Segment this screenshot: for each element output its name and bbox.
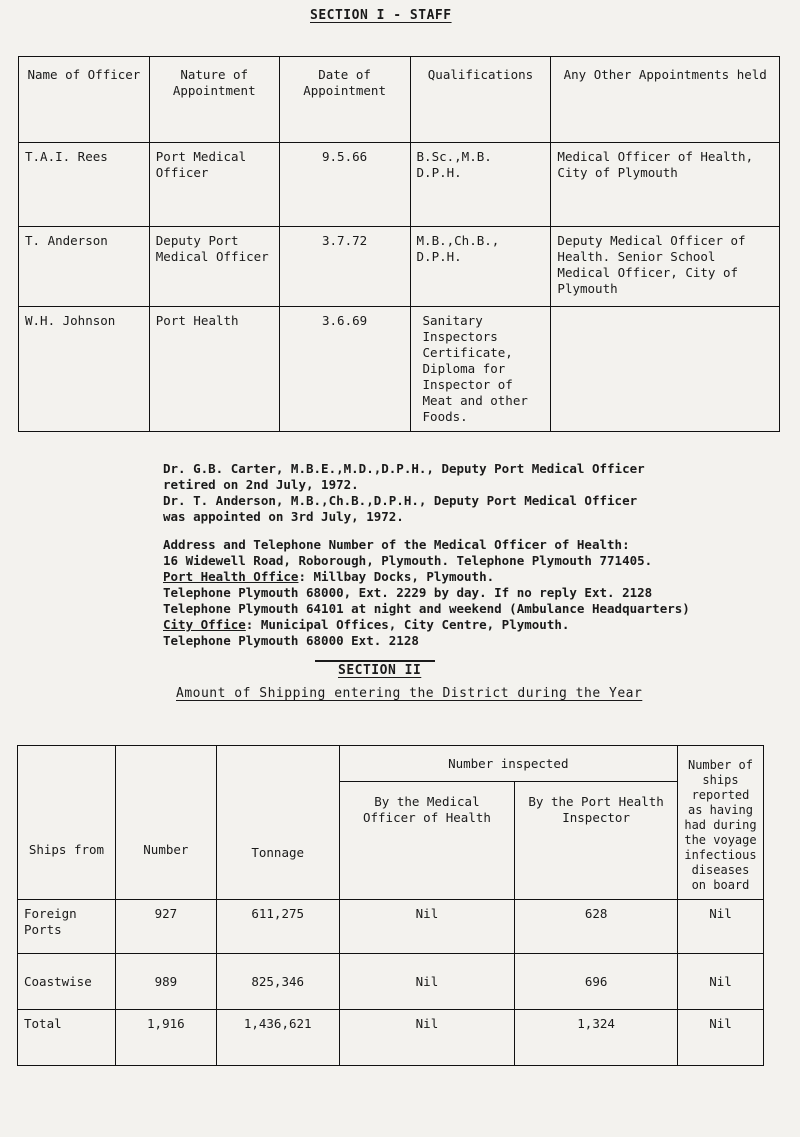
note-line: was appointed on 3rd July, 1972. bbox=[163, 509, 404, 524]
appointment-nature: Deputy Port Medical Officer bbox=[149, 227, 279, 307]
table-row bbox=[18, 954, 764, 1010]
ships-from: Coastwise bbox=[18, 954, 116, 1010]
appointment-date: 9.5.66 bbox=[279, 143, 410, 227]
header-date-of-appointment: Date of Appointment bbox=[279, 57, 410, 143]
header-tonnage: Tonnage bbox=[216, 746, 339, 900]
inspected-by-phi: 1,324 bbox=[515, 1010, 678, 1066]
other-appointments: Medical Officer of Health, City of Plymouth bbox=[551, 143, 780, 227]
city-office-text: : Municipal Offices, City Centre, Plymouth. bbox=[245, 617, 570, 632]
ships-from: Total bbox=[18, 1010, 116, 1066]
header-other-appointments: Any Other Appointments held bbox=[551, 57, 780, 143]
ship-tonnage: 611,275 bbox=[216, 900, 339, 954]
shipping-table bbox=[17, 745, 764, 1066]
port-health-office-label: Port Health Office bbox=[163, 569, 299, 584]
qualifications: B.Sc.,M.B. D.P.H. bbox=[410, 143, 551, 227]
address-line: Address and Telephone Number of the Medical Officer of Health: bbox=[163, 537, 630, 552]
note-line: Dr. G.B. Carter, M.B.E.,M.D.,D.P.H., Deputy Port Medical Officer bbox=[163, 461, 645, 476]
table-row bbox=[18, 900, 764, 954]
section-2-subtitle: Amount of Shipping entering the District during the Year bbox=[176, 686, 643, 701]
header-ships-reported: Number of ships reported as having had during the voyage infectious diseases on board bbox=[677, 746, 763, 900]
port-health-office-text: : Millbay Docks, Plymouth. bbox=[298, 569, 495, 584]
address-line: Telephone Plymouth 68000 Ext. 2128 bbox=[163, 633, 419, 648]
ships-from: Foreign Ports bbox=[18, 900, 116, 954]
header-by-medical-officer: By the Medical Officer of Health bbox=[339, 782, 515, 900]
ship-tonnage: 1,436,621 bbox=[216, 1010, 339, 1066]
notes-block bbox=[163, 461, 645, 525]
officer-name: W.H. Johnson bbox=[19, 307, 150, 432]
table-row bbox=[18, 1010, 764, 1066]
table-row bbox=[19, 227, 780, 307]
header-number: Number bbox=[115, 746, 216, 900]
officer-name: T.A.I. Rees bbox=[19, 143, 150, 227]
note-line: retired on 2nd July, 1972. bbox=[163, 477, 359, 492]
address-line: 16 Widewell Road, Roborough, Plymouth. Telephone Plymouth 771405. bbox=[163, 553, 653, 568]
header-nature-of-appointment: Nature of Appointment bbox=[149, 57, 279, 143]
staff-table-header-row bbox=[19, 57, 780, 143]
other-appointments bbox=[551, 307, 780, 432]
ship-tonnage: 825,346 bbox=[216, 954, 339, 1010]
address-line: Telephone Plymouth 64101 at night and weekend (Ambulance Headquarters) bbox=[163, 601, 690, 616]
ships-reported: Nil bbox=[677, 900, 763, 954]
other-appointments: Deputy Medical Officer of Health. Senior School Medical Officer, City of Plymouth bbox=[551, 227, 780, 307]
section-1-title: SECTION I - STAFF bbox=[310, 8, 452, 23]
inspected-by-phi: 628 bbox=[515, 900, 678, 954]
ship-number: 1,916 bbox=[115, 1010, 216, 1066]
inspected-by-mo: Nil bbox=[339, 954, 515, 1010]
port-health-office-line bbox=[163, 569, 690, 585]
appointment-date: 3.7.72 bbox=[279, 227, 410, 307]
qualifications: M.B.,Ch.B., D.P.H. bbox=[410, 227, 551, 307]
ship-number: 989 bbox=[115, 954, 216, 1010]
inspected-by-mo: Nil bbox=[339, 900, 515, 954]
section-2-title: SECTION II bbox=[338, 663, 422, 678]
table-row bbox=[19, 143, 780, 227]
city-office-line bbox=[163, 617, 690, 633]
appointment-nature: Port Medical Officer bbox=[149, 143, 279, 227]
inspected-by-mo: Nil bbox=[339, 1010, 515, 1066]
header-name-of-officer: Name of Officer bbox=[19, 57, 150, 143]
address-line: Telephone Plymouth 68000, Ext. 2229 by day. If no reply Ext. 2128 bbox=[163, 585, 653, 600]
address-block bbox=[163, 537, 690, 649]
city-office-label: City Office bbox=[163, 617, 246, 632]
ships-reported: Nil bbox=[677, 954, 763, 1010]
note-line: Dr. T. Anderson, M.B.,Ch.B.,D.P.H., Deputy Port Medical Officer bbox=[163, 493, 638, 508]
appointment-date: 3.6.69 bbox=[279, 307, 410, 432]
table-row bbox=[19, 307, 780, 432]
inspected-by-phi: 696 bbox=[515, 954, 678, 1010]
appointment-nature: Port Health bbox=[149, 307, 279, 432]
shipping-header-row-1 bbox=[18, 746, 764, 782]
header-ships-from: Ships from bbox=[18, 746, 116, 900]
ships-reported: Nil bbox=[677, 1010, 763, 1066]
ship-number: 927 bbox=[115, 900, 216, 954]
section-divider bbox=[315, 660, 435, 662]
officer-name: T. Anderson bbox=[19, 227, 150, 307]
staff-table bbox=[18, 56, 780, 432]
header-number-inspected: Number inspected bbox=[339, 746, 677, 782]
qualifications: Sanitary Inspectors Certificate, Diploma for Inspector of Meat and other Foods. bbox=[410, 307, 551, 432]
header-qualifications: Qualifications bbox=[410, 57, 551, 143]
header-by-port-health-inspector: By the Port Health Inspector bbox=[515, 782, 678, 900]
